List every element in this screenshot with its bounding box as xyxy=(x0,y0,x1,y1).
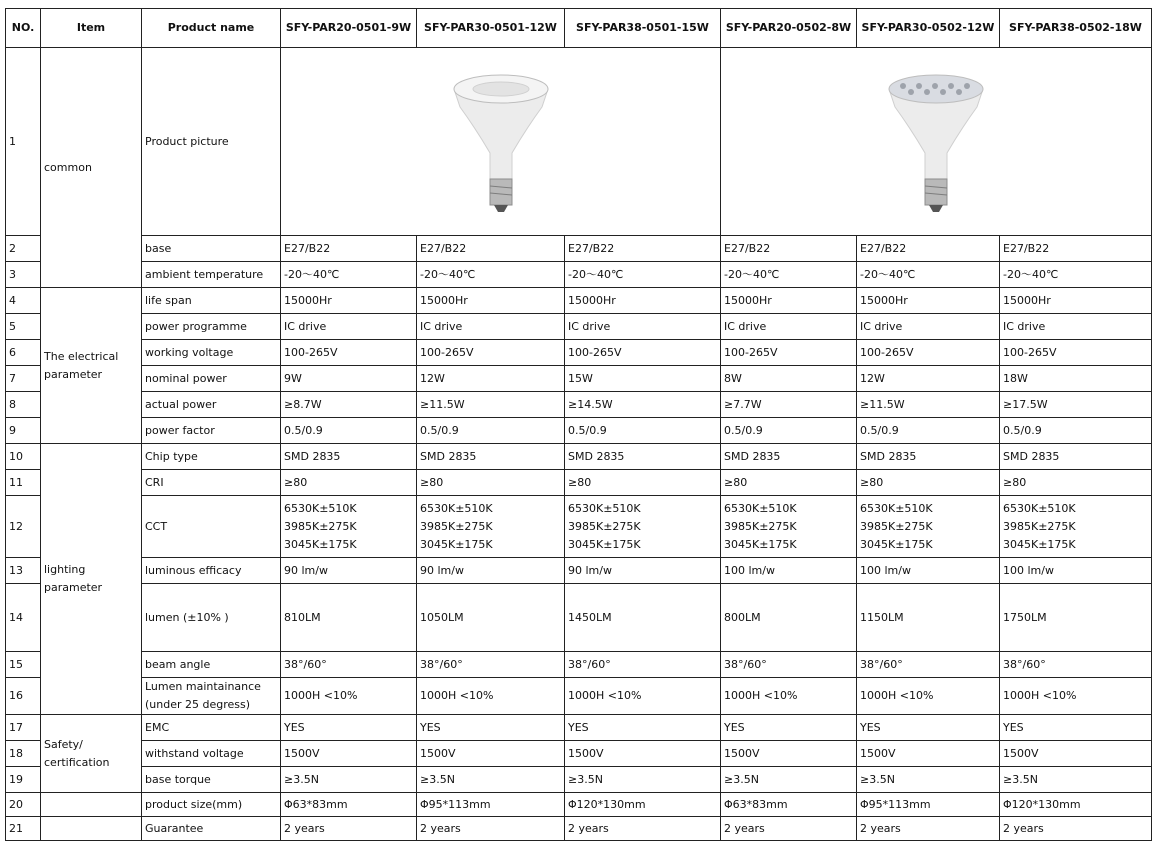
spec-value: 15W xyxy=(565,366,721,392)
spec-value: -20～40℃ xyxy=(417,262,565,288)
bulb-image xyxy=(446,67,556,217)
spec-table xyxy=(5,8,1152,841)
spec-value: 0.5/0.9 xyxy=(281,418,417,444)
spec-value: ≥80 xyxy=(281,470,417,496)
parameter-name: power programme xyxy=(142,314,281,340)
spec-value: ≥17.5W xyxy=(1000,392,1152,418)
header-product-name: Product name xyxy=(142,9,281,48)
led-chip xyxy=(964,83,970,89)
spec-value: YES xyxy=(281,715,417,741)
table-row xyxy=(6,715,1152,741)
parameter-name: base torque xyxy=(142,767,281,793)
spec-value: E27/B22 xyxy=(565,236,721,262)
parameter-name: ambient temperature xyxy=(142,262,281,288)
spec-value: 15000Hr xyxy=(857,288,1000,314)
spec-value: SMD 2835 xyxy=(857,444,1000,470)
spec-value: 6530K±510K 3985K±275K 3045K±175K xyxy=(857,496,1000,558)
led-chip xyxy=(940,89,946,95)
spec-value: IC drive xyxy=(417,314,565,340)
spec-value: 1500V xyxy=(417,741,565,767)
spec-value: 100-265V xyxy=(565,340,721,366)
spec-value: -20～40℃ xyxy=(857,262,1000,288)
spec-value: 12W xyxy=(417,366,565,392)
row-number: 7 xyxy=(6,366,41,392)
spec-value: E27/B22 xyxy=(721,236,857,262)
table-row xyxy=(6,678,1152,715)
spec-value: 15000Hr xyxy=(565,288,721,314)
spec-value: 38°/60° xyxy=(1000,652,1152,678)
spec-value: IC drive xyxy=(565,314,721,340)
row-number: 3 xyxy=(6,262,41,288)
spec-value: 0.5/0.9 xyxy=(857,418,1000,444)
spec-value: 100-265V xyxy=(417,340,565,366)
table-row xyxy=(6,558,1152,584)
spec-value: -20～40℃ xyxy=(565,262,721,288)
spec-value: 100-265V xyxy=(857,340,1000,366)
spec-value: 2 years xyxy=(1000,817,1152,841)
spec-value: ≥3.5N xyxy=(857,767,1000,793)
spec-value: 38°/60° xyxy=(281,652,417,678)
parameter-name: EMC xyxy=(142,715,281,741)
row-number: 20 xyxy=(6,793,41,817)
table-row xyxy=(6,314,1152,340)
table-row xyxy=(6,340,1152,366)
parameter-name: CCT xyxy=(142,496,281,558)
group-label-electrical: The electrical parameter xyxy=(41,288,142,444)
spec-value: -20～40℃ xyxy=(721,262,857,288)
spec-value: 1000H <10% xyxy=(281,678,417,715)
spec-value: ≥3.5N xyxy=(417,767,565,793)
parameter-name: Chip type xyxy=(142,444,281,470)
spec-value: 0.5/0.9 xyxy=(721,418,857,444)
spec-value: 1000H <10% xyxy=(1000,678,1152,715)
spec-value: ≥80 xyxy=(1000,470,1152,496)
spec-value: 38°/60° xyxy=(417,652,565,678)
bulb-base xyxy=(925,179,947,205)
spec-value: 9W xyxy=(281,366,417,392)
group-label-common: common xyxy=(41,48,142,288)
group-label-empty xyxy=(41,817,142,841)
spec-value: IC drive xyxy=(281,314,417,340)
row-number: 19 xyxy=(6,767,41,793)
led-chip xyxy=(924,89,930,95)
parameter-name: CRI xyxy=(142,470,281,496)
parameter-name: withstand voltage xyxy=(142,741,281,767)
spec-value: SMD 2835 xyxy=(565,444,721,470)
led-chip xyxy=(948,83,954,89)
spec-value: 15000Hr xyxy=(1000,288,1152,314)
spec-value: 1500V xyxy=(565,741,721,767)
row-number: 1 xyxy=(6,48,41,236)
spec-value: 100-265V xyxy=(721,340,857,366)
row-number: 8 xyxy=(6,392,41,418)
spec-value: 38°/60° xyxy=(721,652,857,678)
row-number: 18 xyxy=(6,741,41,767)
spec-value: ≥80 xyxy=(417,470,565,496)
row-number: 11 xyxy=(6,470,41,496)
led-chip xyxy=(932,83,938,89)
row-number: 4 xyxy=(6,288,41,314)
bulb-base xyxy=(490,179,512,205)
spec-value: 0.5/0.9 xyxy=(417,418,565,444)
row-number: 15 xyxy=(6,652,41,678)
parameter-name: Lumen maintainance (under 25 degress) xyxy=(142,678,281,715)
table-row xyxy=(6,366,1152,392)
parameter-name: lumen (±10% ) xyxy=(142,584,281,652)
led-chip xyxy=(908,89,914,95)
header-row xyxy=(6,9,1152,48)
row-number: 5 xyxy=(6,314,41,340)
spec-value: 6530K±510K 3985K±275K 3045K±175K xyxy=(565,496,721,558)
header-model: SFY-PAR38-0501-15W xyxy=(565,9,721,48)
spec-value: 38°/60° xyxy=(565,652,721,678)
spec-value: E27/B22 xyxy=(1000,236,1152,262)
parameter-name: actual power xyxy=(142,392,281,418)
led-chip xyxy=(900,83,906,89)
row-number: 17 xyxy=(6,715,41,741)
spec-value: ≥80 xyxy=(857,470,1000,496)
table-row xyxy=(6,392,1152,418)
table-row xyxy=(6,48,1152,236)
spec-value: 6530K±510K 3985K±275K 3045K±175K xyxy=(417,496,565,558)
spec-value: 100 lm/w xyxy=(857,558,1000,584)
row-number: 13 xyxy=(6,558,41,584)
parameter-name: Product picture xyxy=(142,48,281,236)
spec-value: Φ63*83mm xyxy=(721,793,857,817)
led-chip xyxy=(916,83,922,89)
spec-value: 1500V xyxy=(281,741,417,767)
table-row xyxy=(6,288,1152,314)
spec-value: IC drive xyxy=(721,314,857,340)
bulb-image xyxy=(881,67,991,217)
spec-value: 1050LM xyxy=(417,584,565,652)
spec-value: 0.5/0.9 xyxy=(565,418,721,444)
bulb-inner-reflector xyxy=(473,82,529,96)
header-model: SFY-PAR20-0502-8W xyxy=(721,9,857,48)
spec-value: YES xyxy=(721,715,857,741)
spec-value: Φ63*83mm xyxy=(281,793,417,817)
spec-value: 15000Hr xyxy=(281,288,417,314)
parameter-name: nominal power xyxy=(142,366,281,392)
parameter-name: product size(mm) xyxy=(142,793,281,817)
spec-value: 15000Hr xyxy=(417,288,565,314)
spec-value: 6530K±510K 3985K±275K 3045K±175K xyxy=(721,496,857,558)
parameter-name: power factor xyxy=(142,418,281,444)
table-row xyxy=(6,741,1152,767)
spec-value: 1500V xyxy=(857,741,1000,767)
spec-value: ≥11.5W xyxy=(857,392,1000,418)
spec-value: E27/B22 xyxy=(281,236,417,262)
spec-value: ≥8.7W xyxy=(281,392,417,418)
spec-value: -20～40℃ xyxy=(281,262,417,288)
spec-value: YES xyxy=(417,715,565,741)
spec-value: 1450LM xyxy=(565,584,721,652)
spec-value: Φ95*113mm xyxy=(857,793,1000,817)
bulb-contact xyxy=(494,205,508,212)
spec-value: E27/B22 xyxy=(417,236,565,262)
parameter-name: luminous efficacy xyxy=(142,558,281,584)
table-row xyxy=(6,262,1152,288)
parameter-name: life span xyxy=(142,288,281,314)
spec-value: 90 lm/w xyxy=(281,558,417,584)
spec-value: SMD 2835 xyxy=(281,444,417,470)
spec-value: 810LM xyxy=(281,584,417,652)
row-number: 10 xyxy=(6,444,41,470)
parameter-name: working voltage xyxy=(142,340,281,366)
spec-value: ≥3.5N xyxy=(1000,767,1152,793)
spec-value: IC drive xyxy=(857,314,1000,340)
spec-value: ≥3.5N xyxy=(281,767,417,793)
header-no: NO. xyxy=(6,9,41,48)
parameter-name: Guarantee xyxy=(142,817,281,841)
led-chip xyxy=(956,89,962,95)
spec-value: 1000H <10% xyxy=(417,678,565,715)
row-number: 12 xyxy=(6,496,41,558)
spec-value: -20～40℃ xyxy=(1000,262,1152,288)
row-number: 2 xyxy=(6,236,41,262)
spec-value: 6530K±510K 3985K±275K 3045K±175K xyxy=(281,496,417,558)
spec-value: ≥80 xyxy=(565,470,721,496)
spec-value: ≥80 xyxy=(721,470,857,496)
spec-value: YES xyxy=(857,715,1000,741)
row-number: 14 xyxy=(6,584,41,652)
group-label-safety: Safety/ certification xyxy=(41,715,142,793)
spec-value: Φ120*130mm xyxy=(565,793,721,817)
spec-value: SMD 2835 xyxy=(1000,444,1152,470)
table-row xyxy=(6,652,1152,678)
table-row xyxy=(6,817,1152,841)
spec-value: 1500V xyxy=(1000,741,1152,767)
table-row xyxy=(6,793,1152,817)
row-number: 6 xyxy=(6,340,41,366)
spec-value: 1000H <10% xyxy=(565,678,721,715)
table-row xyxy=(6,584,1152,652)
spec-value: ≥3.5N xyxy=(721,767,857,793)
spec-value: 2 years xyxy=(857,817,1000,841)
spec-value: 1150LM xyxy=(857,584,1000,652)
spec-value: 1000H <10% xyxy=(857,678,1000,715)
spec-value: Φ95*113mm xyxy=(417,793,565,817)
group-label-lighting: lighting parameter xyxy=(41,444,142,715)
row-number: 9 xyxy=(6,418,41,444)
bulb-lens xyxy=(889,75,983,103)
spec-value: 2 years xyxy=(417,817,565,841)
spec-value: 800LM xyxy=(721,584,857,652)
spec-value: E27/B22 xyxy=(857,236,1000,262)
table-row xyxy=(6,418,1152,444)
spec-value: ≥7.7W xyxy=(721,392,857,418)
spec-value: 90 lm/w xyxy=(565,558,721,584)
spec-value: 18W xyxy=(1000,366,1152,392)
spec-value: 100 lm/w xyxy=(721,558,857,584)
spec-value: 100 lm/w xyxy=(1000,558,1152,584)
table-row xyxy=(6,496,1152,558)
spec-value: 90 lm/w xyxy=(417,558,565,584)
spec-value: 6530K±510K 3985K±275K 3045K±175K xyxy=(1000,496,1152,558)
spec-value: YES xyxy=(565,715,721,741)
table-row xyxy=(6,444,1152,470)
parameter-name: base xyxy=(142,236,281,262)
parameter-name: beam angle xyxy=(142,652,281,678)
header-item: Item xyxy=(41,9,142,48)
group-label-empty xyxy=(41,793,142,817)
bulb-contact xyxy=(929,205,943,212)
spec-value: 2 years xyxy=(565,817,721,841)
spec-value: Φ120*130mm xyxy=(1000,793,1152,817)
spec-value: 100-265V xyxy=(1000,340,1152,366)
header-model: SFY-PAR30-0502-12W xyxy=(857,9,1000,48)
spec-value: SMD 2835 xyxy=(417,444,565,470)
spec-value: SMD 2835 xyxy=(721,444,857,470)
row-number: 16 xyxy=(6,678,41,715)
table-row xyxy=(6,470,1152,496)
spec-value: 2 years xyxy=(721,817,857,841)
spec-value: 15000Hr xyxy=(721,288,857,314)
spec-value: 12W xyxy=(857,366,1000,392)
spec-value: YES xyxy=(1000,715,1152,741)
spec-value: 1500V xyxy=(721,741,857,767)
row-number: 21 xyxy=(6,817,41,841)
spec-value: IC drive xyxy=(1000,314,1152,340)
product-picture-0502 xyxy=(721,48,1152,236)
header-model: SFY-PAR30-0501-12W xyxy=(417,9,565,48)
header-model: SFY-PAR38-0502-18W xyxy=(1000,9,1152,48)
spec-value: ≥14.5W xyxy=(565,392,721,418)
spec-value: 1000H <10% xyxy=(721,678,857,715)
spec-value: ≥11.5W xyxy=(417,392,565,418)
header-model: SFY-PAR20-0501-9W xyxy=(281,9,417,48)
table-row xyxy=(6,767,1152,793)
spec-value: 38°/60° xyxy=(857,652,1000,678)
spec-value: 0.5/0.9 xyxy=(1000,418,1152,444)
spec-value: ≥3.5N xyxy=(565,767,721,793)
spec-value: 2 years xyxy=(281,817,417,841)
table-row xyxy=(6,236,1152,262)
spec-value: 8W xyxy=(721,366,857,392)
product-picture-0501 xyxy=(281,48,721,236)
spec-value: 100-265V xyxy=(281,340,417,366)
spec-value: 1750LM xyxy=(1000,584,1152,652)
